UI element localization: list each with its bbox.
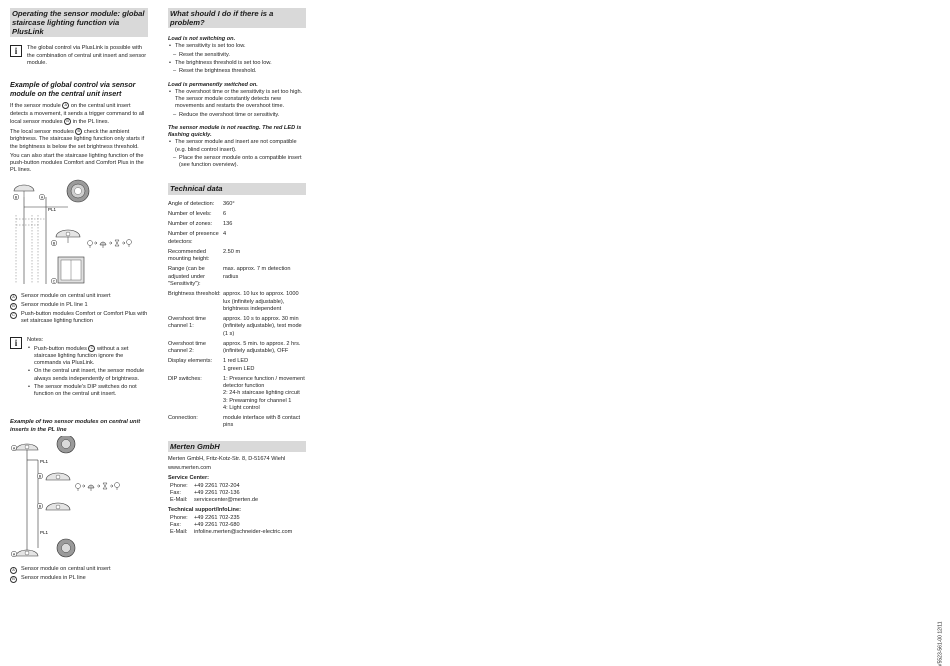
issue3-list [168, 139, 306, 169]
issue3-title: The sensor module is not reacting. The red LED is flashing quickly. [168, 124, 302, 139]
legend-marker-c: C [10, 312, 17, 319]
issue1-item: – Reset the sensitivity. [168, 52, 306, 59]
contact-value[interactable]: servicecenter@merten.de [194, 497, 259, 504]
company-address: Merten GmbH, Fritz-Kotz-Str. 8, D-51674 Wiehl [168, 455, 286, 462]
sensor-module-a [67, 180, 89, 202]
service-center-title: Service Center: [168, 475, 210, 482]
tech-row [168, 211, 306, 221]
paragraph-local-sensors [10, 128, 148, 151]
legend-marker-a: A [10, 294, 17, 301]
tech-label: Display elements: [168, 358, 213, 365]
marker-c-label: C [52, 279, 56, 284]
contact-row [168, 483, 306, 490]
issue1-list [168, 43, 306, 75]
legend-marker-b: B [10, 303, 17, 310]
notes-label: Notes: [27, 337, 44, 344]
legend-text-a: Sensor module on central unit insert [21, 292, 111, 299]
info-box-global-control [10, 45, 148, 67]
paragraph-push-button: You can also start the staircase lighting function of the push-button modules Comfort and Comfort Plus in the PL lines. [10, 152, 144, 174]
contact-label: Phone: [170, 482, 188, 489]
tech-value: 4 [223, 231, 227, 238]
tech-value: 360° [223, 200, 235, 207]
tech-label: Number of levels: [168, 210, 212, 217]
push-button-module-icon [58, 257, 84, 283]
issue2-item: – Reduce the overshoot time or sensitivity. [168, 112, 306, 119]
tech-value: approx. 10 lux to approx. 1000 lux (infinitely adjustable), brightness independent [223, 291, 299, 312]
p2-pre: The local sensor modules [10, 129, 74, 136]
company-website[interactable]: www.merten.com [168, 465, 211, 472]
tech-label: Connection: [168, 415, 198, 422]
pl1-label-top: PL1 [40, 459, 49, 465]
sensor-module-b-low [46, 503, 70, 510]
legend-text-b: Sensor module in PL line 1 [21, 301, 88, 308]
tech-label: Number of zones: [168, 221, 213, 228]
legend-row-c [10, 311, 148, 326]
issue2-list [168, 89, 306, 119]
issue1-title: Load is not switching on. [168, 36, 236, 43]
info-icon: i [10, 45, 22, 57]
support-contacts [168, 515, 306, 537]
marker-b-label: B [38, 474, 42, 479]
legend-text-c: Push-button modules Comfort or Comfort Plus with set staircase lighting function [21, 310, 148, 325]
issue1-item: • The brightness threshold is set too low. [168, 60, 306, 67]
tech-row [168, 376, 306, 415]
tech-row [168, 201, 306, 211]
tech-value: 1: Presence function / movement detector function 2: 24-h staircase lighting circuit 3: Prewarning for channel 1 4: Light control [223, 375, 305, 411]
legend2-row-a [10, 566, 148, 574]
tech-label: Overshoot time channel 1: [168, 316, 206, 330]
tech-row [168, 316, 306, 341]
contact-label: Fax: [170, 489, 181, 496]
legend-row-a [10, 293, 148, 301]
tech-row [168, 415, 306, 433]
sensor-module-a-top [16, 444, 38, 450]
function-chain [88, 239, 132, 248]
contact-label: Phone: [170, 514, 188, 521]
tech-label: DIP switches: [168, 375, 202, 382]
contact-row [168, 529, 306, 536]
section-title-technical: Technical data [168, 183, 306, 194]
tech-row [168, 266, 306, 291]
marker-a: A [62, 102, 69, 109]
example-heading: Example of global control via sensor module on the central unit insert [10, 80, 136, 98]
legend2-row-b [10, 575, 148, 583]
p1-mid: on the central unit insert detects a movement, it sends a trigger command to all local sensor modules [10, 103, 145, 125]
technical-data-table [168, 201, 306, 433]
section-title-operating: Operating the sensor module: global staircase lighting function via PlusLink [10, 8, 148, 37]
contact-row [168, 490, 306, 497]
marker-b: B [75, 128, 82, 135]
tech-row [168, 341, 306, 359]
legend-row-b [10, 302, 148, 310]
issue3-item: • The sensor module and insert are not compatible (e.g. blind control insert). [168, 139, 306, 154]
diagram-global-control [10, 179, 148, 289]
note1-post: without a set staircase lighting function ignore the commands via PlusLink. [34, 345, 129, 367]
contact-value: +49 2261 702-235 [194, 514, 240, 521]
legend-2 [10, 566, 148, 583]
marker-b-label: B [14, 195, 18, 200]
example2-heading: Example of two sensor modules on central unit inserts in the PL line [10, 419, 141, 433]
issue1-item: • The sensitivity is set too low. [168, 43, 306, 50]
tech-label: Brightness threshold: [168, 291, 221, 298]
tech-value: approx. 5 min. to approx. 2 hrs. (infinitely adjustable), OFF [223, 340, 301, 355]
diagram-two-sensors [10, 436, 148, 564]
tech-row [168, 249, 306, 267]
legend2-text-b: Sensor modules in PL line [21, 575, 86, 582]
legend2-marker-b: B [10, 576, 17, 583]
note-item: • On the central unit insert, the sensor module always sends independently of brightness. [27, 368, 148, 383]
p1-post: in the PL lines. [72, 118, 110, 125]
support-title: Technical support/InfoLine: [168, 507, 241, 514]
marker-c: C [88, 345, 95, 352]
section-title-company: Merten GmbH [168, 441, 306, 452]
right-column [168, 8, 306, 537]
legend2-text-a: Sensor module on central unit insert [21, 566, 111, 573]
paragraph-sensor-detects [10, 102, 148, 126]
tech-value: 6 [223, 210, 227, 217]
tech-label: Recommended mounting height: [168, 248, 210, 263]
tech-row [168, 221, 306, 231]
issue2-item: • The overshoot time or the sensitivity is set too high. The sensor module constantly detects new movements and restarts the overshoot time. [168, 89, 306, 111]
pl-wiring-2 [27, 450, 38, 554]
tech-row [168, 358, 306, 376]
contact-value: +49 2261 702-680 [194, 521, 240, 528]
marker-a-label: A [12, 446, 16, 451]
tech-row [168, 231, 306, 249]
sensor-module-a-bottom [16, 550, 38, 556]
contact-row [168, 515, 306, 522]
function-chain-2 [76, 483, 120, 492]
marker-a-label: A [40, 195, 44, 200]
section-title-problem: What should I do if there is a problem? [168, 8, 306, 28]
marker-a-label-2: A [12, 552, 16, 557]
info-icon: i [10, 337, 22, 349]
tech-value: 136 [223, 221, 233, 228]
left-column [10, 8, 148, 584]
tech-label: Angle of detection: [168, 200, 215, 207]
pl1-label-bottom: PL1 [40, 530, 49, 536]
tech-value: 1 red LED 1 green LED [223, 358, 255, 372]
sensor-module-b-2 [56, 230, 80, 243]
notes-box [10, 337, 148, 399]
note-item [27, 345, 148, 368]
tech-value: 2.50 m [223, 248, 241, 255]
tech-value: approx. 10 s to approx. 30 min (infinitely adjustable), test mode (1 s) [223, 316, 302, 337]
marker-b-label-2: B [38, 504, 42, 509]
contact-label: Fax: [170, 521, 181, 528]
contact-value[interactable]: infoline.merten@schneider-electric.com [194, 529, 293, 536]
issue2-title: Load is permanently switched on. [168, 81, 258, 88]
marker-b: B [64, 118, 71, 125]
tech-row [168, 291, 306, 316]
contact-label: E-Mail: [170, 529, 188, 536]
contact-row [168, 522, 306, 529]
note1-pre: Push-button modules [34, 345, 87, 352]
info-text: The global control via PlusLink is possible with the combination of central unit insert and sensor module. [27, 45, 147, 66]
signal-lines [16, 215, 46, 284]
tech-label: Overshoot time channel 2: [168, 340, 206, 355]
issue1-item: – Reset the brightness threshold. [168, 68, 306, 75]
marker-b-label-2: B [52, 241, 56, 246]
contact-value: +49 2261 702-136 [194, 489, 240, 496]
pl1-label: PL1 [48, 206, 57, 212]
issue3-item: – Place the sensor module onto a compatible insert (see function overview). [168, 155, 306, 170]
document-number: V5523-561-00 12/11 [937, 621, 944, 666]
service-center-contacts [168, 483, 306, 505]
tech-value: max. approx. 7 m detection radius [223, 266, 291, 280]
contact-row [168, 497, 306, 504]
note-item: • The sensor module's DIP switches do not function on the central unit insert. [27, 384, 148, 399]
tech-value: module interface with 8 contact pins [223, 415, 301, 429]
p1-pre: If the sensor module [10, 103, 61, 110]
contact-label: E-Mail: [170, 497, 188, 504]
legend-1 [10, 293, 148, 326]
tech-label: Range (can be adjusted under "Sensitivity"): [168, 266, 206, 287]
tech-label: Number of presence detectors: [168, 231, 219, 245]
legend2-marker-a: A [10, 567, 17, 574]
notes-content [27, 337, 148, 399]
sensor-module-b-mid [46, 473, 70, 480]
contact-value: +49 2261 702-204 [194, 482, 240, 489]
p2-post: check the ambient brightness. The staircase lighting function only starts if the brightness is below the set brightness threshold. [10, 129, 145, 150]
